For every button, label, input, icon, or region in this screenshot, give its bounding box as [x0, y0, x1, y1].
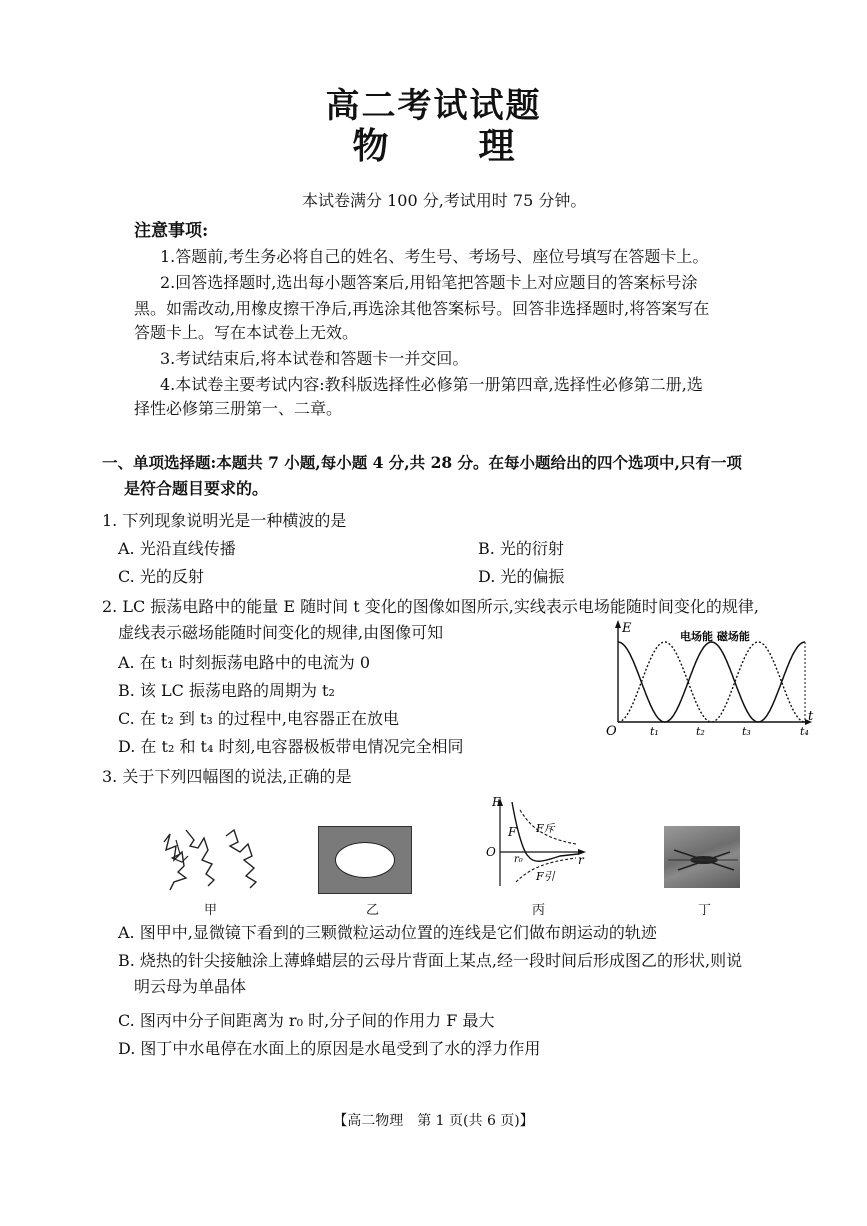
- q2-option-c: C. 在 t₂ 到 t₃ 的过程中,电容器正在放电: [118, 709, 399, 728]
- attractive-label: F引: [536, 870, 555, 883]
- q1-option-d: D. 光的偏振: [478, 567, 565, 586]
- caption-bing: 丙: [532, 903, 546, 918]
- wax-melt-ellipse: [335, 842, 395, 878]
- brownian-motion-figure: [156, 820, 266, 895]
- electric-energy-curve: [618, 642, 805, 722]
- q2-stem-cont: 虚线表示磁场能随时间变化的规律,由图像可知: [118, 623, 444, 642]
- q2-stem: 2. LC 振荡电路中的能量 E 随时间 t 变化的图像如图所示,实线表示电场能随时间变化的规律,: [102, 597, 759, 616]
- magnetic-energy-curve: [618, 642, 805, 722]
- note-line: 3.考试结束后,将本试卷和答题卡一并交回。: [160, 349, 469, 368]
- note-line: 黑。如需改动,用橡皮擦干净后,再选涂其他答案标号。回答非选择题时,将答案写在: [134, 299, 710, 318]
- q3-option-b-cont: 明云母为单晶体: [134, 977, 247, 996]
- f-axis-label: F: [492, 796, 501, 809]
- q2-option-b: B. 该 LC 振荡电路的周期为 t₂: [118, 681, 335, 700]
- lc-energy-graph: [600, 618, 815, 738]
- exam-info: 本试卷满分 100 分,考试用时 75 分钟。: [302, 191, 587, 210]
- net-force-label: F: [508, 825, 517, 839]
- subject-title: [0, 118, 867, 169]
- q2-option-a: A. 在 t₁ 时刻振荡电路中的电流为 0: [118, 653, 371, 672]
- q1-option-c: C. 光的反射: [118, 567, 204, 586]
- tick-t1: t₁: [650, 725, 659, 738]
- origin-label: O: [486, 845, 496, 859]
- q3-stem: 3. 关于下列四幅图的说法,正确的是: [102, 767, 352, 786]
- repulsive-label: F斥: [536, 822, 555, 835]
- tick-t4: t₄: [800, 725, 809, 738]
- particle-path-4: [172, 840, 188, 862]
- q2-option-d: D. 在 t₂ 和 t₄ 时刻,电容器极板带电情况完全相同: [118, 737, 464, 756]
- caption-jia: 甲: [204, 903, 218, 918]
- note-line: 2.回答选择题时,选出每小题答案后,用铅笔把答题卡上对应题目的答案标号涂: [160, 273, 698, 292]
- q1-stem: 1. 下列现象说明光是一种横波的是: [102, 511, 347, 530]
- r-axis-label: r: [578, 853, 584, 867]
- subject-char-2: 理: [478, 125, 515, 167]
- e-axis-arrow: [615, 620, 621, 628]
- caption-yi: 乙: [366, 903, 380, 918]
- q1-option-b: B. 光的衍射: [478, 539, 564, 558]
- origin-label: O: [606, 724, 617, 738]
- section-heading: 一、单项选择题:本题共 7 小题,每小题 4 分,共 28 分。在每小题给出的四个选项中,只有一项: [102, 453, 742, 472]
- water-strider-icon: [664, 826, 740, 888]
- page-footer: 【高二物理 第 1 页(共 6 页)】: [333, 1113, 534, 1129]
- caption-ding: 丁: [698, 903, 712, 918]
- note-line: 1.答题前,考生务必将自己的姓名、考生号、考场号、座位号填写在答题卡上。: [160, 247, 709, 266]
- section-heading-cont: 是符合题目要求的。: [124, 479, 269, 498]
- t-axis-label: t: [808, 709, 814, 724]
- q3-option-d: D. 图丁中水黾停在水面上的原因是水黾受到了水的浮力作用: [118, 1039, 541, 1058]
- particle-path-3: [226, 830, 256, 888]
- notes-heading: 注意事项:: [134, 221, 209, 241]
- particle-path-2: [186, 830, 214, 886]
- r0-label: r₀: [514, 854, 523, 865]
- note-line: 4.本试卷主要考试内容:教科版选择性必修第一册第四章,选择性必修第二册,选: [160, 375, 703, 394]
- graph-legend: 电场能 磁场能: [680, 630, 750, 643]
- mica-plate-figure: [318, 826, 412, 894]
- tick-t3: t₃: [742, 725, 751, 738]
- q1-option-a: A. 光沿直线传播: [118, 539, 236, 558]
- tick-t2: t₂: [696, 725, 705, 738]
- water-strider-photo: [664, 826, 740, 888]
- note-line: 择性必修第三册第一、二章。: [134, 399, 343, 418]
- q3-option-b: B. 烧热的针尖接触涂上薄蜂蜡层的云母片背面上某点,经一段时间后形成图乙的形状,则说: [118, 951, 743, 970]
- molecular-force-graph: [480, 796, 590, 891]
- q3-option-a: A. 图甲中,显微镜下看到的三颗微粒运动位置的连线是它们做布朗运动的轨迹: [118, 923, 657, 942]
- subject-char-1: 物: [352, 125, 389, 167]
- note-line: 答题卡上。写在本试卷上无效。: [134, 323, 359, 342]
- e-axis-label: E: [622, 621, 632, 636]
- q3-option-c: C. 图丙中分子间距离为 r₀ 时,分子间的作用力 F 最大: [118, 1011, 495, 1030]
- exam-title: 高二考试试题: [325, 86, 542, 126]
